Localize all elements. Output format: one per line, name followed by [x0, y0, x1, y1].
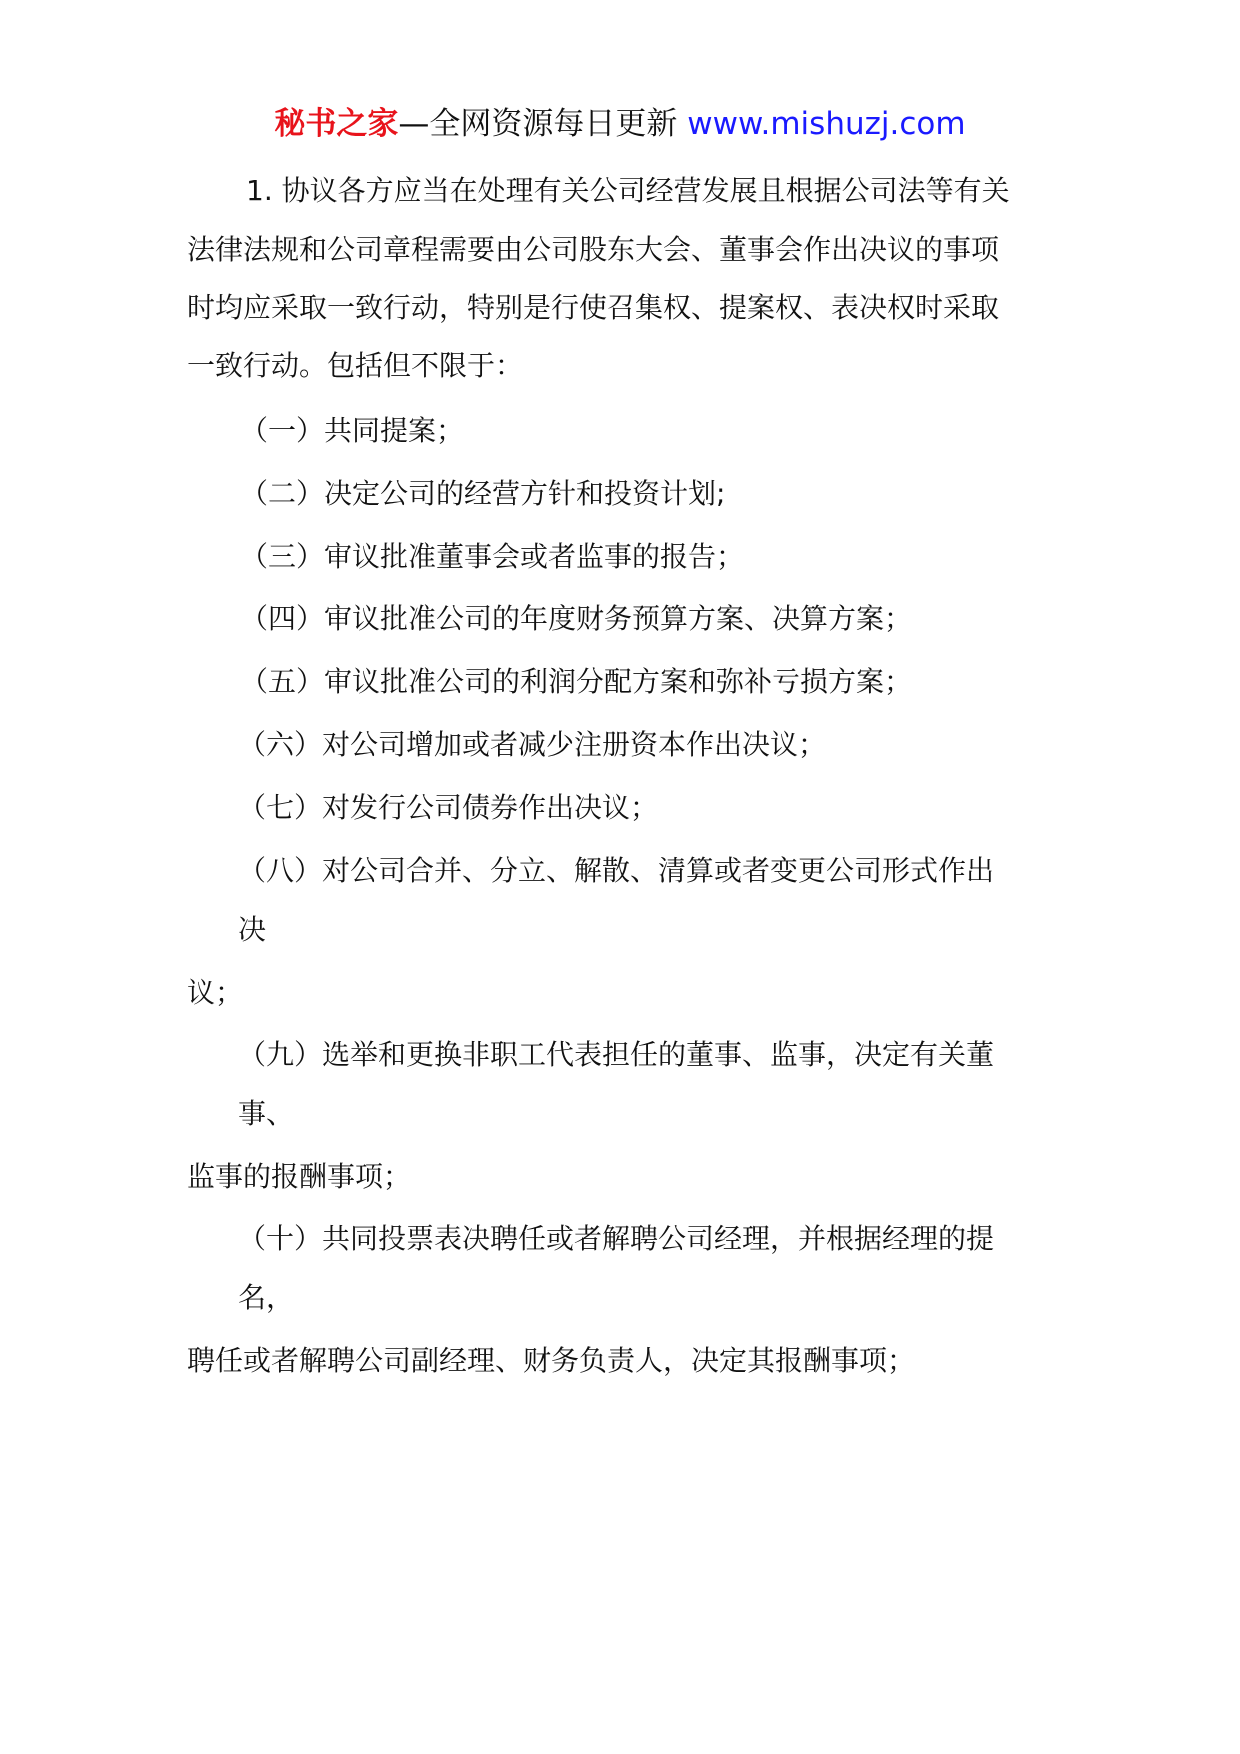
- list-item-8-cont: 决: [238, 913, 267, 946]
- list-item-2: （二）决定公司的经营方针和投资计划;: [240, 477, 726, 510]
- paragraph-line: 1. 协议各方应当在处理有关公司经营发展且根据公司法等有关: [246, 174, 1010, 207]
- site-url-link[interactable]: www.mishuzj.com: [687, 106, 966, 142]
- list-item-6: （六）对公司增加或者减少注册资本作出决议；: [238, 728, 827, 761]
- list-item-7: （七）对发行公司债券作出决议；: [238, 791, 659, 824]
- list-item-8-cont: 议；: [187, 976, 244, 1009]
- paragraph-line: 时均应采取一致行动，特别是行使召集权、提案权、表决权时采取: [187, 291, 1000, 324]
- list-item-9-cont: 监事的报酬事项；: [187, 1160, 412, 1193]
- list-item-3: （三）审议批准董事会或者监事的报告；: [240, 540, 745, 573]
- list-item-10: （十）共同投票表决聘任或者解聘公司经理，并根据经理的提: [238, 1222, 995, 1255]
- site-tagline: —全网资源每日更新: [398, 106, 678, 142]
- list-item-9: （九）选举和更换非职工代表担任的董事、监事，决定有关董: [238, 1038, 995, 1071]
- site-brand: 秘书之家: [274, 106, 399, 142]
- paragraph-line: 一致行动。包括但不限于：: [187, 349, 524, 382]
- list-item-4: （四）审议批准公司的年度财务预算方案、决算方案；: [240, 602, 913, 635]
- list-item-5: （五）审议批准公司的利润分配方案和弥补亏损方案；: [240, 665, 913, 698]
- list-item-10-cont: 聘任或者解聘公司副经理、财务负责人，决定其报酬事项；: [187, 1344, 916, 1377]
- paragraph-line: 法律法规和公司章程需要由公司股东大会、董事会作出决议的事项: [187, 233, 1000, 266]
- site-header: [0, 100, 1240, 148]
- list-item-8: （八）对公司合并、分立、解散、清算或者变更公司形式作出: [238, 854, 995, 887]
- list-item-10-cont: 名，: [238, 1281, 295, 1314]
- list-item-1: （一）共同提案；: [240, 414, 465, 447]
- list-item-9-cont: 事、: [238, 1097, 295, 1130]
